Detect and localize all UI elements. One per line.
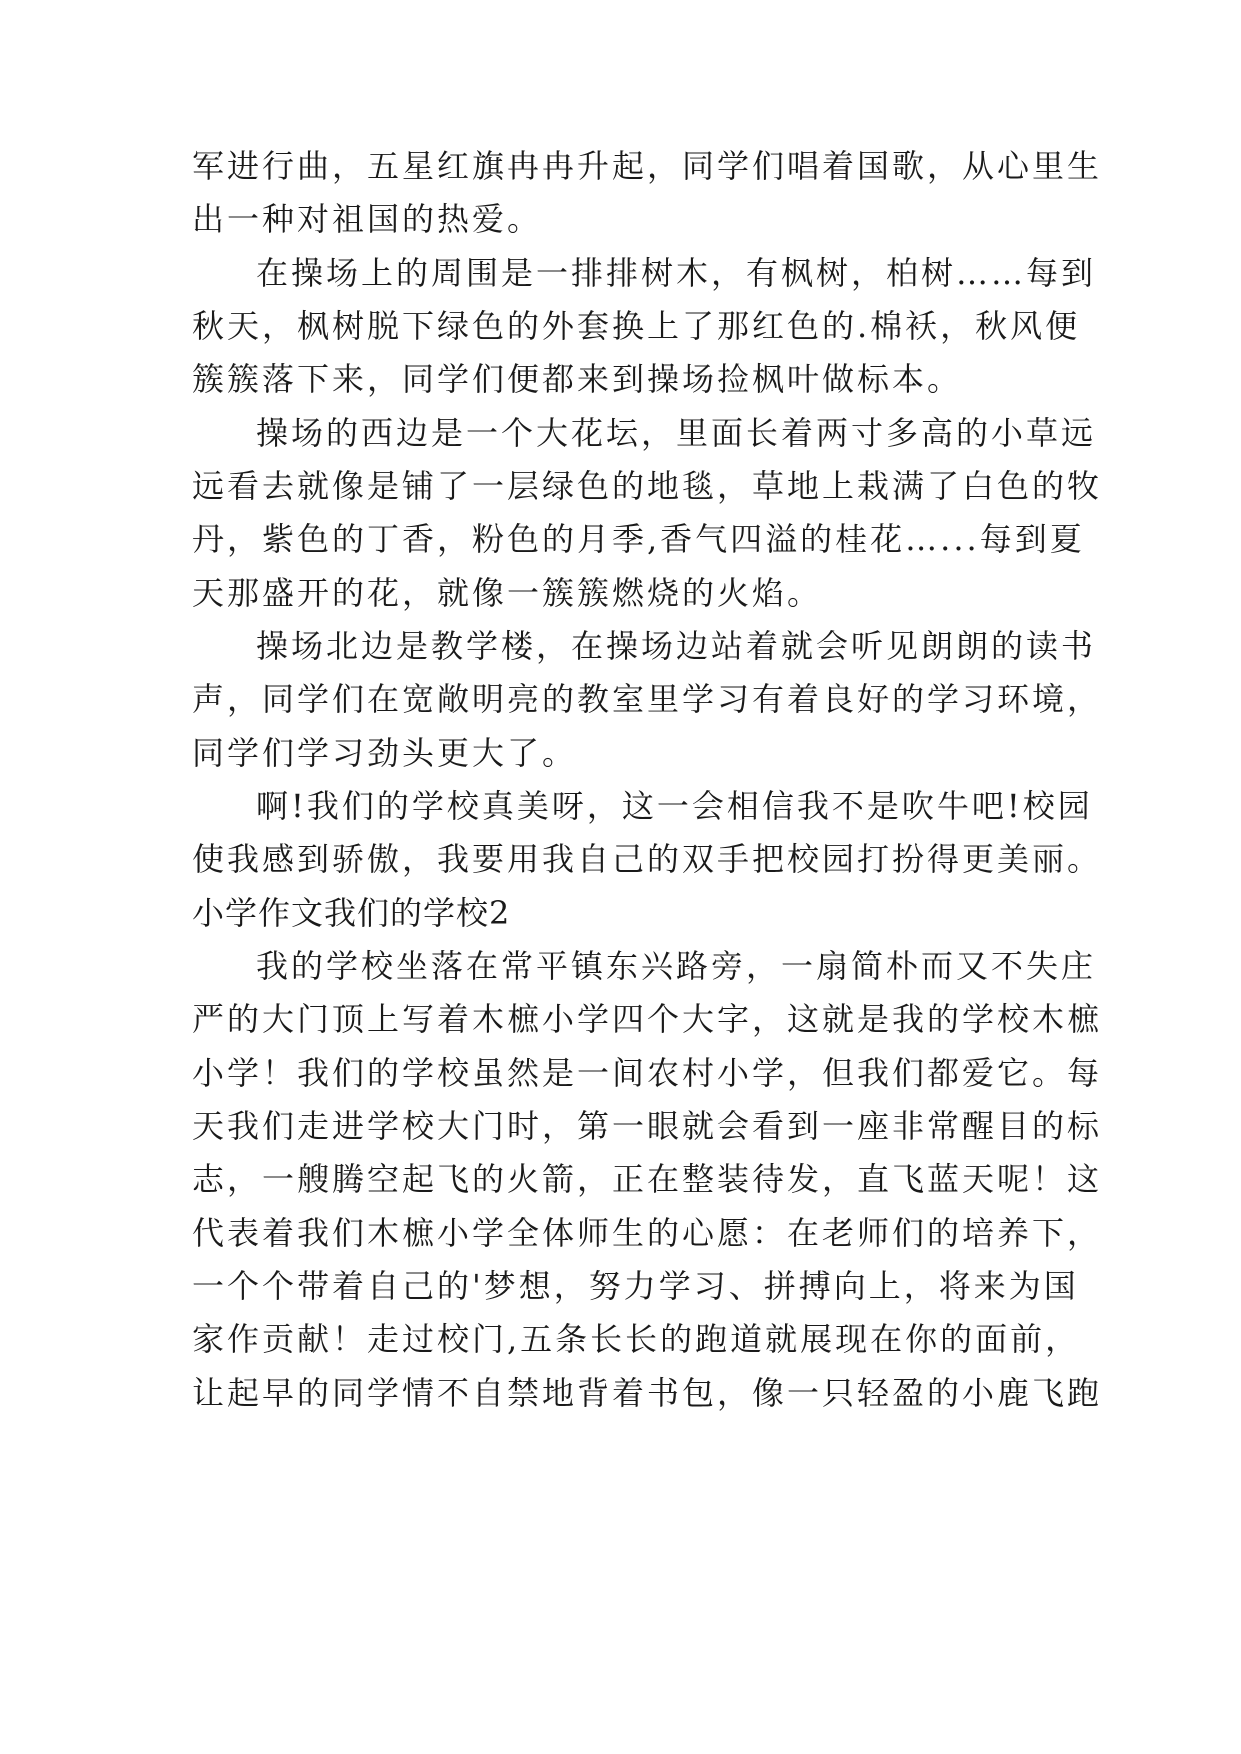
text-line: 志，一艘腾空起飞的火箭，正在整装待发，直飞蓝天呢！这 (192, 1160, 1103, 1198)
text-line: 天那盛开的花，就像一簇簇燃烧的火焰。 (192, 574, 823, 612)
text-line: 天我们走进学校大门时，第一眼就会看到一座非常醒目的标 (192, 1107, 1103, 1145)
text-line: 严的大门顶上写着木樜小学四个大字，这就是我的学校木樜 (192, 1000, 1103, 1038)
paragraph-first-line: 啊!我们的学校真美呀，这一会相信我不是吹牛吧!校园 (256, 787, 1093, 825)
paragraph-first-line: 操场北边是教学楼，在操场边站着就会听见朗朗的读书 (256, 627, 1097, 665)
text-line: 丹，紫色的丁香，粉色的月季,香气四溢的桂花…...每到夏 (192, 520, 1085, 558)
text-line: 声，同学们在宽敞明亮的教室里学习有着良好的学习环境， (192, 680, 1103, 718)
paragraph-first-line: 操场的西边是一个大花坛，里面长着两寸多高的小草远 (256, 414, 1097, 452)
text-line: 使我感到骄傲，我要用我自己的双手把校园打扮得更美丽。 (192, 840, 1103, 878)
text-line: 让起早的同学情不自禁地背着书包，像一只轻盈的小鹿飞跑 (192, 1374, 1103, 1412)
text-line: 簇簇落下来，同学们便都来到操场捡枫叶做标本。 (192, 360, 963, 398)
text-line: 远看去就像是铺了一层绿色的地毯，草地上栽满了白色的牧 (192, 467, 1103, 505)
text-line: 小学！我们的学校虽然是一间农村小学，但我们都爱它。每 (192, 1054, 1103, 1092)
text-line: 家作贡献！走过校门,五条长长的跑道就展现在你的面前， (192, 1320, 1081, 1358)
text-line: 代表着我们木樜小学全体师生的心愿：在老师们的培养下， (192, 1214, 1103, 1252)
text-line: 出一种对祖国的热爱。 (192, 200, 543, 238)
paragraph-first-line: 在操场上的周围是一排排树木，有枫树，柏树……每到 (256, 254, 1097, 292)
section-heading: 小学作文我们的学校2 (192, 894, 511, 932)
text-line: 同学们学习劲头更大了。 (192, 734, 578, 772)
text-line: 军进行曲，五星红旗冉冉升起，同学们唱着国歌，从心里生 (192, 147, 1103, 185)
text-line: 秋天，枫树脱下绿色的外套换上了那红色的.棉袄，秋风便 (192, 307, 1081, 345)
paragraph-first-line: 我的学校坐落在常平镇东兴路旁，一扇简朴而又不失庄 (256, 947, 1097, 985)
text-line: 一个个带着自己的'梦想，努力学习、拼搏向上，将来为国 (192, 1267, 1079, 1305)
